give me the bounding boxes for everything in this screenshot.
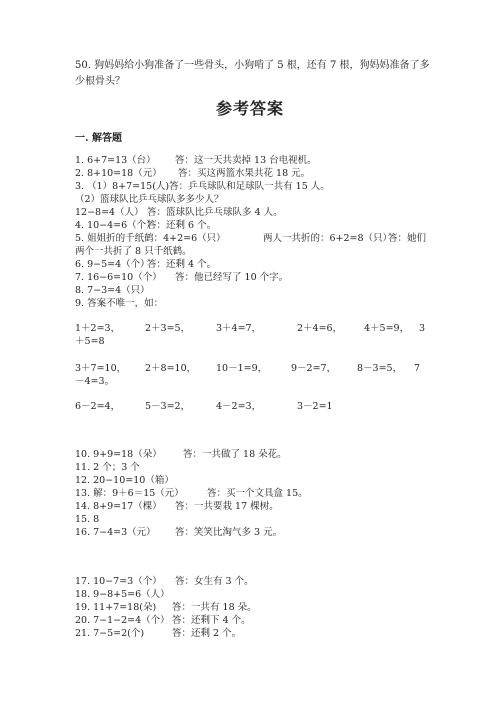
equation: 4－2=3，	[216, 401, 262, 412]
answer-line-5-2: 两个一共折了 8 只千纸鹤。	[75, 246, 192, 257]
answer-line-20: 20. 7−1−2=4（个）	[75, 615, 170, 626]
question-50: 50. 狗妈妈给小狗准备了一些骨头，小狗啃了 5 根，还有 7 根，狗妈妈准备了多少根骨头？	[75, 60, 430, 87]
equation: 8－3=5，	[357, 363, 403, 374]
equation: 3	[419, 323, 426, 334]
equation: －4=3。	[75, 376, 115, 387]
answer-text-3: 答：篮球队比乒乓球队多 4 人。	[147, 207, 283, 218]
answer-text-10: 答：一共做了 18 朵花。	[183, 449, 287, 460]
answer-line-2: 2. 8+10=18（元）	[75, 168, 162, 179]
answer-text-21: 答：还剩 2 个。	[172, 628, 242, 639]
equation: 3＋7=10，	[75, 363, 127, 374]
answer-text-2: 答：买这两篮水果共花 18 元。	[178, 168, 311, 179]
answer-text-6: 答：还剩 4 个。	[147, 259, 217, 270]
answer-line-10: 10. 9+9=18（朵）	[75, 449, 162, 460]
answer-text-16: 答：笑笑比淘气多 3 元。	[175, 527, 283, 538]
answer-text-13: 答：买一个文具盒 15。	[207, 488, 308, 499]
equation: 2＋8=10，	[145, 363, 197, 374]
answer-text-20: 答：还剩下 4 个。	[172, 615, 251, 626]
answer-title: 参考答案	[215, 99, 284, 118]
answer-text-1: 答：这一天共卖掉 13 台电视机。	[175, 155, 317, 166]
answer-line-21: 21. 7−5=2(个)	[75, 628, 145, 639]
equation: 3－2=1	[297, 401, 333, 412]
answer-text-19: 答：一共有 18 朵。	[172, 602, 257, 613]
answer-line-11: 11. 2 个；3 个	[75, 462, 140, 473]
answer-line-15: 15. 8	[75, 514, 100, 525]
section-heading: 一. 解答题	[75, 133, 122, 144]
answer-line-5-1: 5. 姐姐折的千纸鹤：4+2=6（只）	[75, 233, 226, 244]
answer-line-1: 1. 6+7=13（台）	[75, 155, 156, 166]
equation: 1＋2=3，	[75, 323, 121, 334]
answer-line-7: 7. 16−6=10（个）	[75, 272, 162, 283]
answer-line-18: 18. 9−8+5=6（人）	[75, 589, 170, 600]
equation: 4＋5=9，	[364, 323, 410, 334]
answer-line-3-1: 3. （1）8+7=15(人)答：乒乓球队和足球队一共有 15 人。	[75, 181, 330, 192]
equation: 2＋4=6，	[297, 323, 343, 334]
answer-line-17: 17. 10−7=3（个）	[75, 576, 162, 587]
answer-text-5-1: 两人一共折的：6+2=8（只）	[263, 233, 393, 244]
answer-line-19: 19. 11+7=18(朵)	[75, 602, 157, 613]
answer-line-13: 13. 解：9＋6＝15（元）	[75, 488, 184, 499]
equation: 7	[414, 363, 421, 374]
answer-line-3-3: 12−8=4（人）	[75, 207, 144, 218]
answer-text-4: 答：还剩 6 个。	[147, 220, 217, 231]
equation: 2＋3=5，	[145, 323, 191, 334]
equation: 9－2=7，	[291, 363, 337, 374]
answer-line-16: 16. 7−4=3（元）	[75, 527, 156, 538]
answer-line-9: 9. 答案不唯一，如：	[75, 298, 164, 309]
answer-text-17: 答：女生有 3 个。	[175, 576, 254, 587]
equation: 3＋4=7，	[216, 323, 262, 334]
equation: 6－2=4，	[75, 401, 121, 412]
answer-text-7: 答：他已经写了 10 个字。	[175, 272, 289, 283]
equation: 10－1=9，	[216, 363, 268, 374]
answer-line-12: 12. 20−10=10（箱）	[75, 475, 174, 486]
equation: 5－3=2，	[145, 401, 191, 412]
answer-line-3-2: （2）篮球队比乒乓球队多多少人？	[75, 194, 224, 205]
answer-line-8: 8. 7−3=4（只）	[75, 285, 150, 296]
answer-line-4: 4. 10−4=6（个）	[75, 220, 156, 231]
answer-line-6: 6. 9−5=4（个）	[75, 259, 150, 270]
answer-line-14: 14. 8+9=17（棵）	[75, 501, 162, 512]
answer-text-5-2: 答：她们	[388, 233, 427, 244]
answer-text-14: 答：一共要栽 17 棵树。	[175, 501, 279, 512]
equation: ＋5=8	[75, 336, 105, 347]
